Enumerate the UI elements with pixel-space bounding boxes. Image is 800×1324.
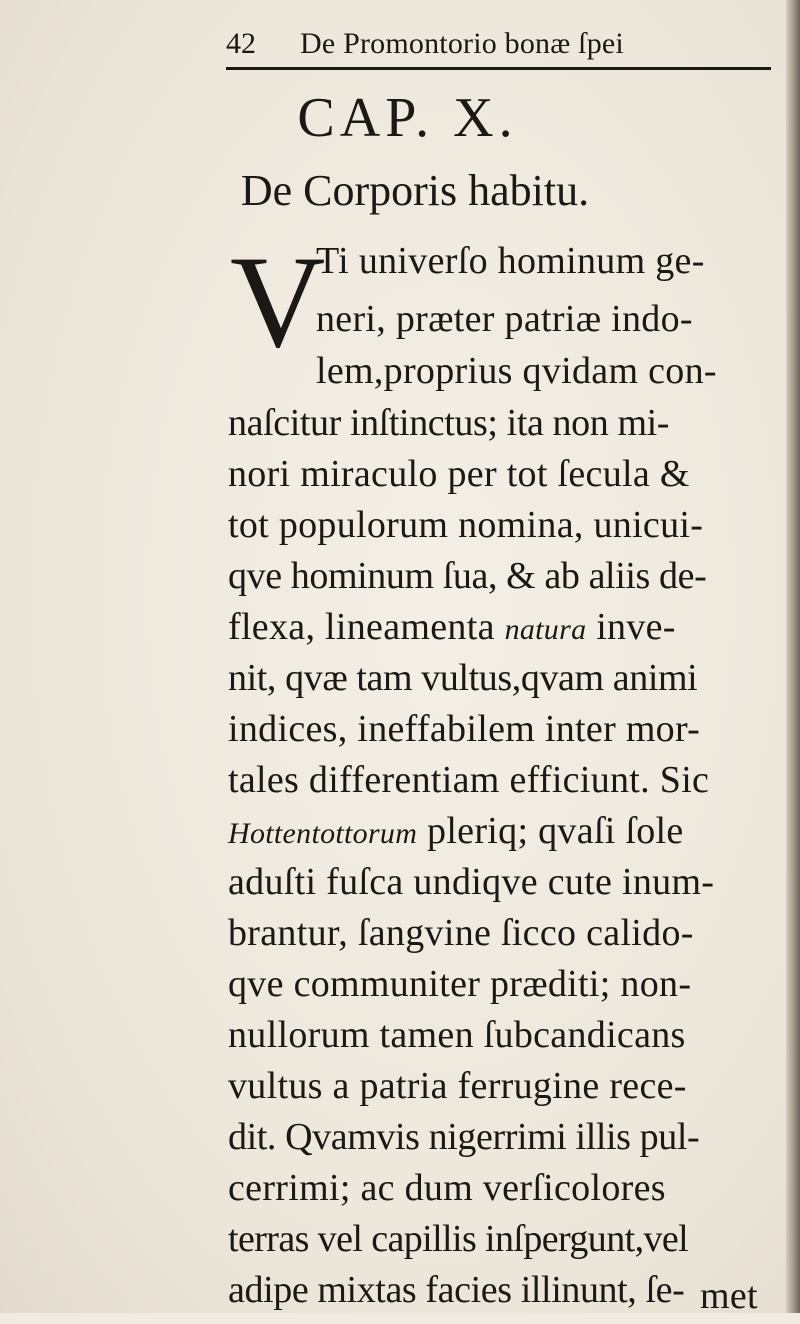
italic-word: natura xyxy=(504,613,587,646)
text-line: aduſti fuſca undiqve cute inum- xyxy=(228,861,715,903)
text-line: nori miraculo per tot ſecula & xyxy=(228,453,690,495)
page-number: 42 xyxy=(226,27,256,60)
running-head xyxy=(226,24,771,64)
text-line xyxy=(228,803,684,859)
running-title: De Promontorio bonæ ſpei xyxy=(300,27,624,60)
text-line: vultus a patria ferrugine rece- xyxy=(228,1065,687,1107)
text-line: nit, qvæ tam vultus,qvam animi xyxy=(228,657,698,699)
text-line: qve hominum ſua, & ab aliis de- xyxy=(228,555,707,597)
text-line: cerrimi; ac dum verſicolores xyxy=(228,1167,666,1209)
text-line: indices, ineffabilem inter mor- xyxy=(228,708,701,750)
text-segment: pleriq; qvaſi ſole xyxy=(427,810,684,852)
text-line: qve communiter præditi; non- xyxy=(228,963,692,1005)
text-line: tot populorum nomina, unicui- xyxy=(228,504,704,546)
text-line: neri, præter patriæ indo- xyxy=(316,298,693,340)
chapter-heading: CAP. X. xyxy=(297,87,518,149)
italic-word: Hottentottorum xyxy=(228,817,418,850)
text-line: adipe mixtas facies illinunt, ſe- xyxy=(228,1269,685,1311)
text-line xyxy=(228,599,676,655)
text-segment: flexa, lineamenta xyxy=(228,606,495,648)
drop-cap: V xyxy=(230,228,326,375)
chapter-subtitle: De Corporis habitu. xyxy=(240,166,590,215)
header-rule xyxy=(226,67,771,70)
text-line: Ti univerſo hominum ge- xyxy=(316,240,705,282)
text-line: brantur, ſangvine ſicco calido- xyxy=(228,912,694,954)
text-line: terras vel capillis inſpergunt,vel xyxy=(228,1218,689,1260)
catchword: met xyxy=(700,1275,758,1317)
text-segment: inve- xyxy=(596,606,676,648)
text-line: nullorum tamen ſubcandicans xyxy=(228,1014,686,1056)
text-line: tales differentiam efficiunt. Sic xyxy=(228,759,710,801)
text-line: dit. Qvamvis nigerrimi illis pul- xyxy=(228,1116,700,1158)
text-line: lem,proprius qvidam con- xyxy=(316,350,717,392)
text-line: naſcitur inſtinctus; ita non mi- xyxy=(228,402,670,444)
